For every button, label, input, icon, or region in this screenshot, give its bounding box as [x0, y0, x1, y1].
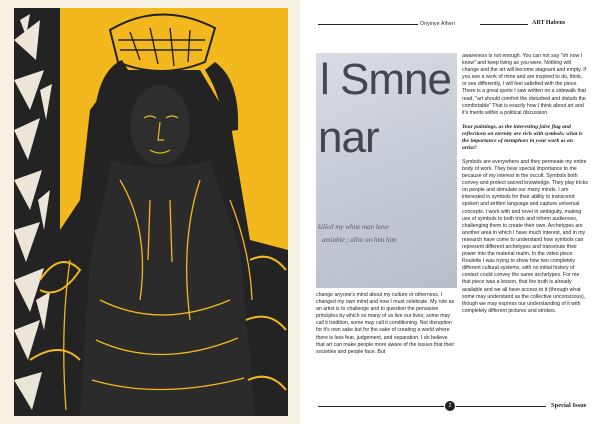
- paragraph-intro: awareness is not enough. You can not say "oh now I know" and keep living as you were. Nothing will change and the art will become stagnant and empty. If you see a work of mine and are inspired to do, think, or see differently, I will feel satisfied with the piece. There is a great quote I saw written on a sidewalk that read, "art should comfort the disturbed and disturb the comfortable" That is exactly how I think about art and it's merits within a political discussion.: [462, 53, 587, 116]
- photo-handwriting-line1: killed my white man have: [318, 223, 390, 231]
- footer-section-label: Special Issue: [551, 402, 587, 409]
- photo-text-line1: l Smne: [320, 55, 451, 104]
- photo-text-line2: nar: [318, 113, 379, 162]
- interview-question: Your paintings, as the interesting false flag and reflections on eternity are rich with symbols: what is the importance of metaphors in your work as an artist?: [462, 123, 583, 151]
- paragraph-continuation: change anyone's mind about my culture or otherness. I changed my own mind and now I must celebrate. My role as an artist is to challenge and to question the pervasive principles by which so many of us live our lives; some may call it tradition, some may call it conditioning. Not disruption for it's own sake but for the sake of creating a world where there is less fear, judgement, and separation. I do believe that art can make people more aware of the issues that their societies and people face. But: [316, 292, 455, 355]
- left-text-column: [316, 292, 456, 363]
- photo-handwriting-line2: amiable ; allot on him him: [322, 236, 397, 244]
- page-number-badge: 2: [445, 401, 455, 411]
- header-rule-left: [318, 24, 418, 25]
- right-text-column: [462, 53, 588, 322]
- header-author-name: Onyinye Alheri: [420, 21, 456, 27]
- artwork-photo: [316, 53, 457, 288]
- paragraph-answer: Symbols are everywhere and they permeate my entire body of work. They bear special importance to me because of my interest in the occult. Symbols both convey and protect sacred knowledge. They play tricks on people and stimulate our many minds. I am interested in symbols for their ability to transcend spoken and written language and capture universal concepts. I work with and revel in ambiguity, making use of symbols to both trick and inform audiences, challenging them to create their own. Archetypes are another area in which I have much interest, and in my research have come to understand how symbols can represent different archetypes and transmute their power into the material realm. In the video piece Roulette I was trying to show how two completely different cultural systems, with no initial history of contact could convey the same archetypes. For me that piece was a lesson, that the truth is already available and we all have access to it (through what some may understand as the collective unconscious), though we may express our understanding of it with completely different pictures and strokes.: [462, 158, 588, 314]
- footer-rule-right: [456, 406, 546, 407]
- footer-rule-left: [318, 406, 444, 407]
- header-rule-right: [480, 24, 528, 25]
- header-magazine-title: ART Habens: [532, 20, 566, 26]
